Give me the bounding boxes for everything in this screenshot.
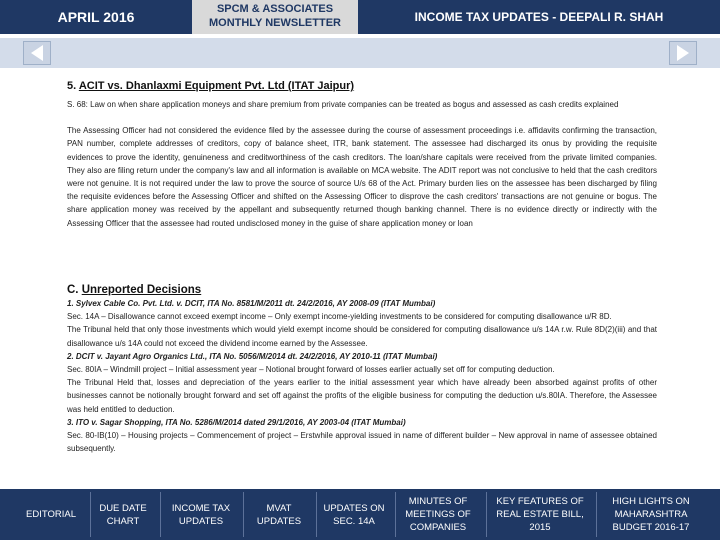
- footer-editorial-link[interactable]: EDITORIAL: [26, 509, 76, 520]
- footer-due-date-link[interactable]: DUE DATE CHART: [99, 502, 147, 527]
- triangle-left-icon: [31, 45, 43, 61]
- footer-divider: [243, 492, 244, 537]
- footer-divider: [160, 492, 161, 537]
- section-5: [67, 80, 657, 230]
- section-c-heading: [67, 284, 657, 296]
- section-5-body: The Assessing Officer had not considered the evidence filed by the assessee during the course of assessment proceedings i.e. affidavits confirming the transaction, PAN number, complete addresses of creditors, copy of balance sheet, ITR, bank statement. The assessee had discharged its onus by providing the requisite evidences to prove the identity, genuineness and creditworthiness of the cash creditors. The loan/share capitals were received from the private limited companies. They also are filing return under the company's law and all information is available on MCA website. The ADIT report was not conclusive to held that the cash creditors were not genuine. It is not required under the law to prove the source of source U/s 68 of the Act. Primary burden lies on the assessee has been discharged by filing the requisite evidences before the Assessing Officer and shifted on the Assessing Officer to disprove the cash creditors' transactions are not genuine or bogus. The share application money was received by the appellant and subsequently returned though banking channel. There is no evidence directly or indirectly with the Assessing Officer that the assessee had routed undisclosed money in the guise of share application money or loan: [67, 126, 657, 228]
- newsletter-line-2: MONTHLY NEWSLETTER: [208, 17, 341, 29]
- page-title: INCOME TAX UPDATES - DEEPALI R. SHAH: [414, 10, 664, 24]
- triangle-right-icon: [677, 45, 689, 61]
- decision-1-case: 1. Sylvex Cable Co. Pvt. Ltd. v. DCIT, ITA No. 8581/M/2011 dt. 24/2/2016, AY 2008-09 (ITAT Mumbai): [67, 299, 436, 308]
- next-page-button[interactable]: [669, 41, 697, 65]
- section-5-number: 5.: [67, 80, 79, 92]
- decision-3-line-1: Sec. 80-IB(10) – Housing projects – Commencement of project – Erstwhile approval issued in name of different builder – New approval in name of assessee obtained subsequently.: [67, 431, 657, 454]
- footer-divider: [486, 492, 487, 537]
- newsletter-label: [192, 0, 358, 34]
- footer-sec14a-link[interactable]: UPDATES ON SEC. 14A: [323, 502, 385, 527]
- decision-3-case: 3. ITO v. Sagar Shopping, ITA No. 5286/M/2014 dated 29/1/2016, AY 2003-04 (ITAT Mumbai): [67, 417, 406, 427]
- footer-mvat-link[interactable]: MVAT UPDATES: [256, 502, 302, 527]
- footer-divider: [596, 492, 597, 537]
- decision-2-line-2: The Tribunal Held that, losses and depreciation of the years earlier to the initial assessment year which have already been absorbed against profits of other businesses cannot be notionally brought forward and set off against the profits of the eligible business for computing the deduction u/s.80IA. Therefore, the Assessee was held entitled to deduction.: [67, 378, 657, 414]
- decision-1-line-1: Sec. 14A – Disallowance cannot exceed exempt income – Only exempt income-yielding investments to be considered for computing disallowance u/R 8D.: [67, 312, 612, 322]
- decision-2-line-1: Sec. 80IA – Windmill project – Initial assessment year – Notional brought forward of losses earlier actually set off for computing deduction.: [67, 365, 555, 375]
- footer-income-tax-link[interactable]: INCOME TAX UPDATES: [171, 502, 231, 527]
- issue-date: APRIL 2016: [57, 9, 135, 25]
- section-c-heading-text: Unreported Decisions: [81, 284, 202, 296]
- nav-strip: [0, 38, 720, 68]
- section-c-letter: C.: [67, 284, 82, 296]
- section-5-subtitle: S. 68: Law on when share application moneys and share premium from private companies can be treated as bogus and assessed as cash credits explained: [67, 100, 619, 109]
- decision-2: [67, 350, 657, 416]
- decision-1: [67, 297, 657, 350]
- newsletter-line-1: SPCM & ASSOCIATES: [216, 3, 334, 15]
- section-5-title: [67, 80, 657, 92]
- footer-divider: [395, 492, 396, 537]
- footer-minutes-link[interactable]: MINUTES OF MEETINGS OF COMPANIES: [405, 496, 471, 533]
- footer-divider: [316, 492, 317, 537]
- case-title-link[interactable]: ACIT vs. Dhanlaxmi Equipment Pvt. Ltd (ITAT Jaipur): [78, 80, 355, 92]
- decision-2-case: 2. DCIT v. Jayant Agro Organics Ltd., ITA No. 5056/M/2014 dt. 24/2/2016, AY 2010-11 (ITAT Mumbai): [67, 351, 438, 361]
- prev-page-button[interactable]: [23, 41, 51, 65]
- decision-1-line-2: The Tribunal held that only those investments which would yield exempt income should be considered for computing disallowance u/s 14A r.w. Rule 8D(2)(iii) and that disallowance u/s 14A could not exceed the dividend income earned by the Assessee.: [67, 325, 657, 348]
- footer-budget-link[interactable]: HIGH LIGHTS ON MAHARASHTRA BUDGET 2016-17: [612, 496, 690, 533]
- section-c: [67, 284, 657, 455]
- footer-real-estate-link[interactable]: KEY FEATURES OF REAL ESTATE BILL, 2015: [496, 496, 584, 533]
- footer-divider: [90, 492, 91, 537]
- decision-3: [67, 416, 657, 456]
